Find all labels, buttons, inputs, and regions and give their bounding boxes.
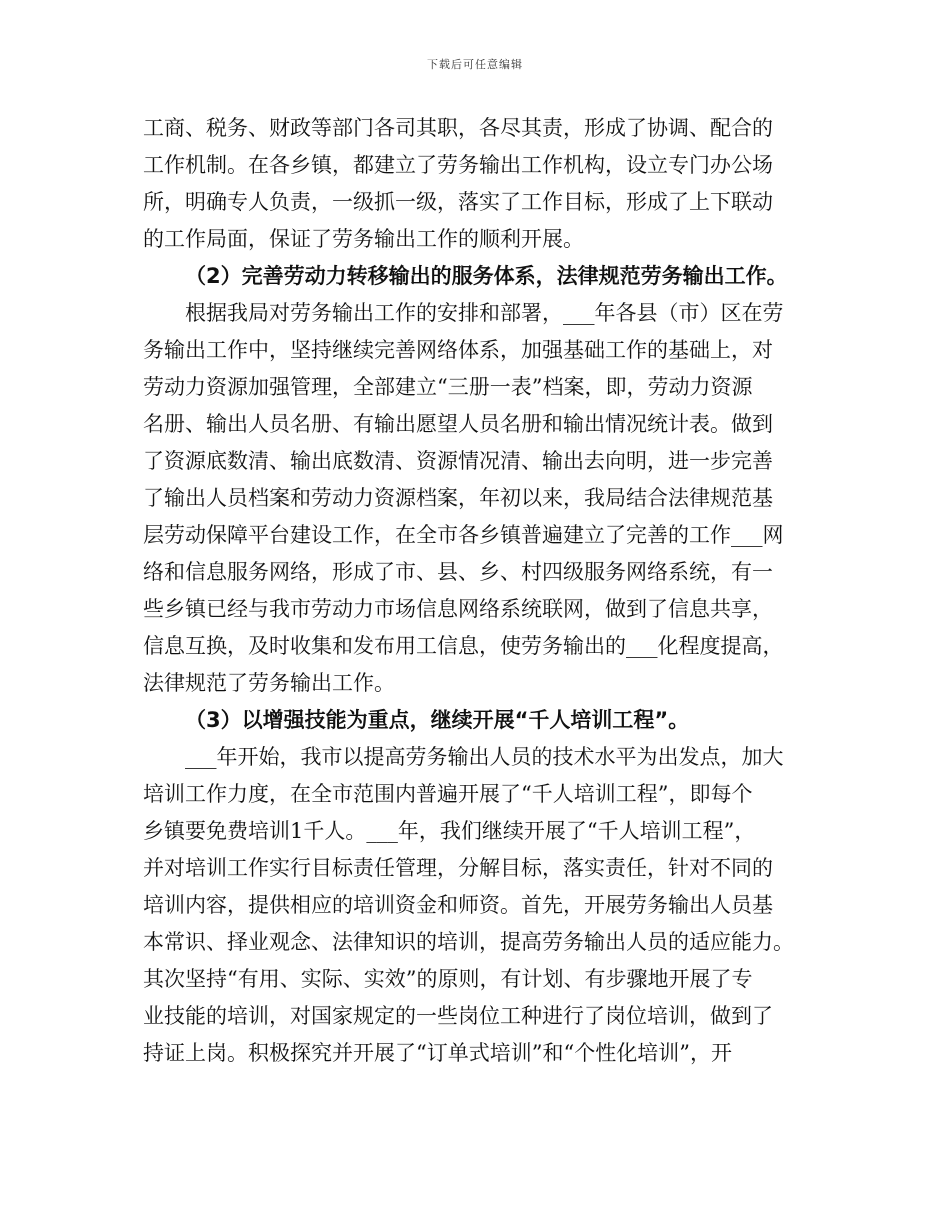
- text-line: 了输出人员档案和劳动力资源档案，年初以来，我局结合法律规范基: [143, 486, 773, 510]
- text-line: 工作机制。在各乡镇，都建立了劳务输出工作机构，设立专门办公场: [143, 153, 773, 177]
- text-line: 业技能的培训，对国家规定的一些岗位工种进行了岗位培训，做到了: [143, 1004, 773, 1028]
- text-line: 络和信息服务网络，形成了市、县、乡、村四级服务网络系统，有一: [143, 560, 773, 584]
- text-line: 根据我局对劳务输出工作的安排和部署，___年各县（市）区在劳: [185, 301, 784, 325]
- text-line: 的工作局面，保证了劳务输出工作的顺利开展。: [143, 227, 584, 251]
- text-line: 所，明确专人负责，一级抓一级，落实了工作目标，形成了上下联动: [143, 190, 773, 214]
- text-line: 本常识、择业观念、法律知识的培训，提高劳务输出人员的适应能力。: [143, 930, 794, 954]
- text-line: 了资源底数清、输出底数清、资源情况清、输出去向明，进一步完善: [143, 449, 773, 473]
- text-line: 并对培训工作实行目标责任管理，分解目标，落实责任，针对不同的: [143, 856, 773, 880]
- text-line: 其次坚持“有用、实际、实效”的原则，有计划、有步骤地开展了专: [143, 967, 753, 991]
- text-line: 务输出工作中，坚持继续完善网络体系，加强基础工作的基础上，对: [143, 338, 773, 362]
- section-heading-3: （3）以增强技能为重点，继续开展“千人培训工程”。: [185, 708, 690, 732]
- page-header: 下载后可任意编辑: [427, 58, 523, 71]
- text-line: 劳动力资源加强管理，全部建立“三册一表”档案，即，劳动力资源: [143, 375, 753, 399]
- text-line: 层劳动保障平台建设工作，在全市各乡镇普遍建立了完善的工作___网: [143, 523, 784, 547]
- text-line: 持证上岗。积极探究并开展了“订单式培训”和“个性化培训”，开: [143, 1041, 732, 1065]
- text-line: 培训工作力度，在全市范围内普遍开展了“千人培训工程”，即每个: [143, 782, 753, 806]
- text-line: 名册、输出人员名册、有输出愿望人员名册和输出情况统计表。做到: [143, 412, 773, 436]
- text-line: 信息互换，及时收集和发布用工信息，使劳务输出的___化程度提高，: [143, 634, 784, 658]
- text-line: 培训内容，提供相应的培训资金和师资。首先，开展劳务输出人员基: [143, 893, 773, 917]
- text-line: 工商、税务、财政等部门各司其职，各尽其责，形成了协调、配合的: [143, 116, 773, 140]
- text-line: 法律规范了劳务输出工作。: [143, 671, 395, 695]
- text-line: 乡镇要免费培训1千人。___年，我们继续开展了“千人培训工程”，: [143, 819, 756, 843]
- section-heading-2: （2）完善劳动力转移输出的服务体系，法律规范劳务输出工作。: [185, 264, 788, 288]
- text-line: 些乡镇已经与我市劳动力市场信息网络系统联网，做到了信息共享，: [143, 597, 773, 621]
- text-line: ___年开始，我市以提高劳务输出人员的技术水平为出发点，加大: [185, 745, 784, 769]
